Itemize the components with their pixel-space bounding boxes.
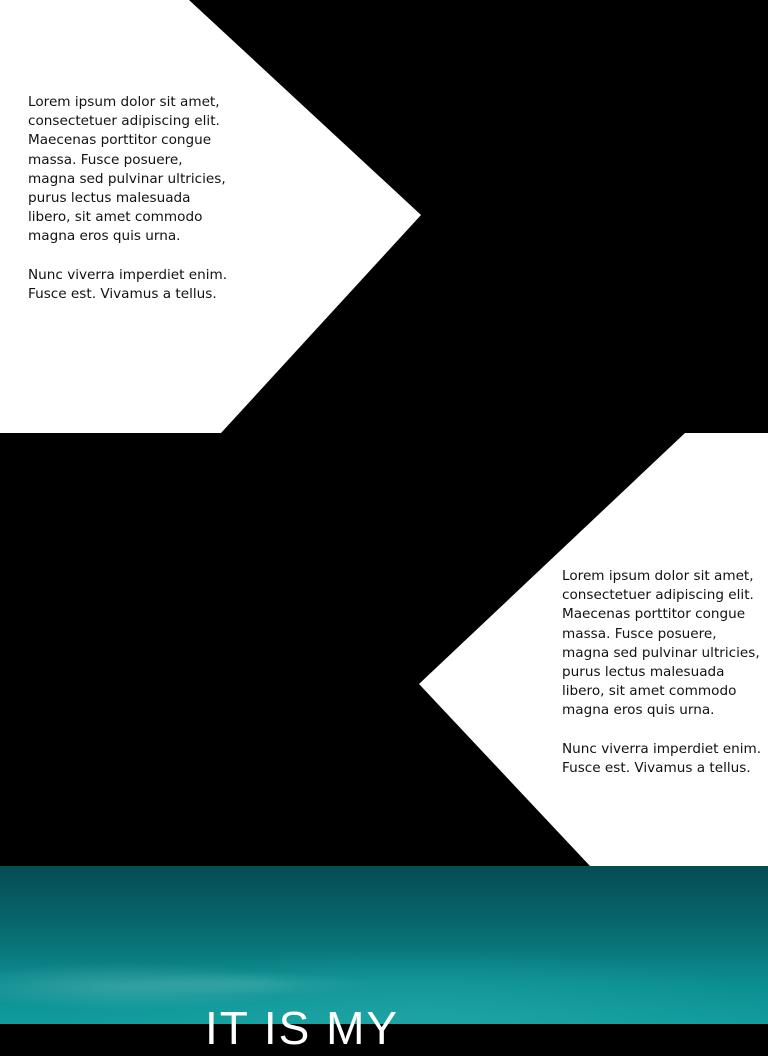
paragraph: Lorem ipsum dolor sit amet, consectetuer adipiscing elit. Maecenas porttitor congue massa. Fusce posuere, magna sed pulvinar ultricies, purus lectus malesuada libero, sit amet commodo magna eros quis urna. [562,568,760,719]
hero-title: IT IS MY [205,1002,400,1054]
paragraph: Nunc viverra imperdiet enim. Fusce est. Vivamus a tellus. [28,266,228,303]
text-block-upper [28,93,233,304]
paragraph: Nunc viverra imperdiet enim. Fusce est. Vivamus a tellus. [562,740,762,777]
hero-banner [0,866,768,1054]
text-block-lower [562,567,767,778]
paragraph: Lorem ipsum dolor sit amet, consectetuer adipiscing elit. Maecenas porttitor congue massa. Fusce posuere, magna sed pulvinar ultricies, purus lectus malesuada libero, sit amet commodo magna eros quis urna. [28,94,226,245]
